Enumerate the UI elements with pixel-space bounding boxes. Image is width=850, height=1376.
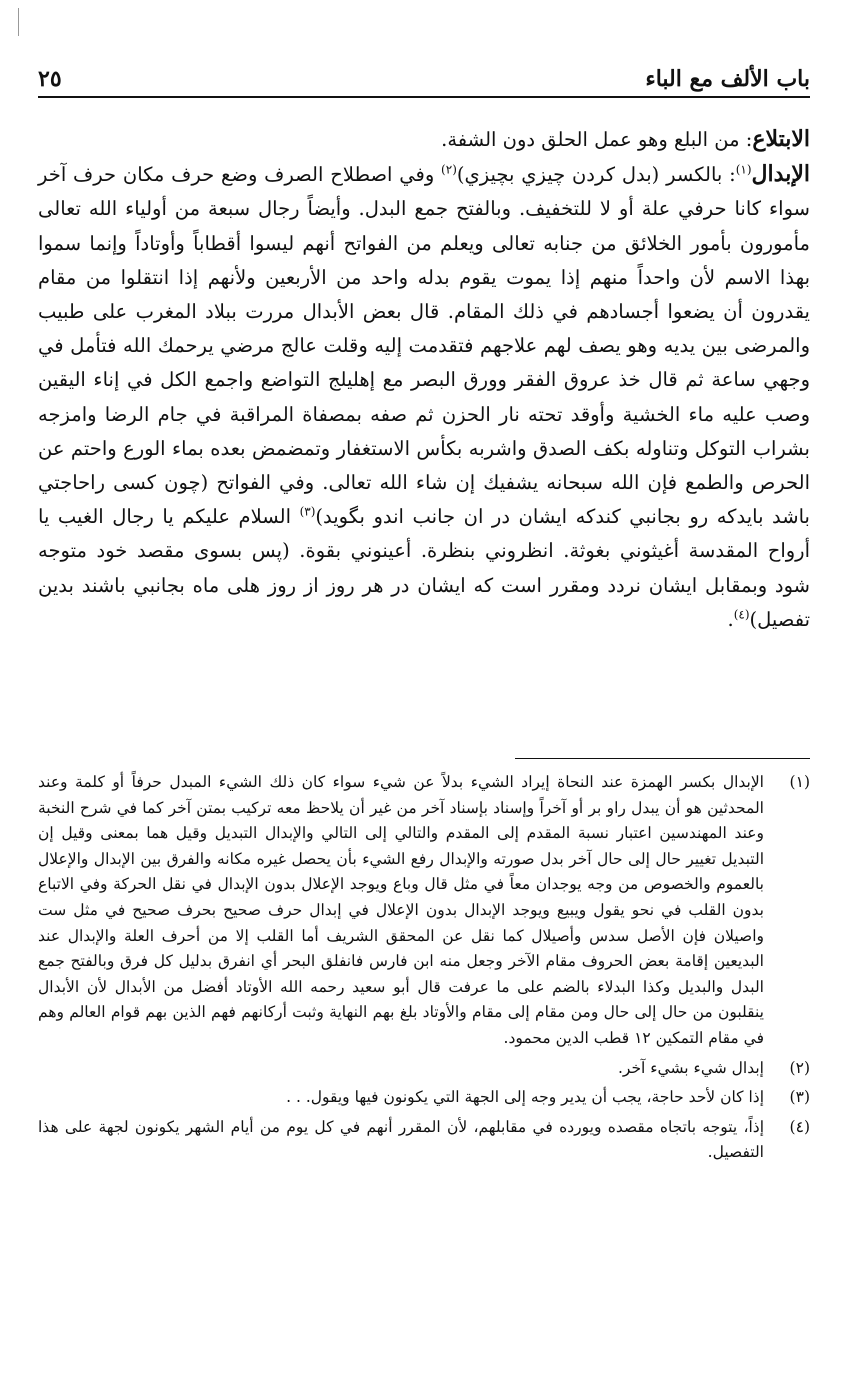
footnote-text: إبدال شيء بشيء آخر.: [617, 1058, 764, 1077]
page-number: ٢٥: [38, 66, 62, 92]
footnote-number: (٤): [789, 1117, 810, 1136]
footnote-ref: (١): [735, 162, 752, 177]
footnotes: [38, 770, 810, 1170]
header-rule: [38, 96, 810, 98]
footnote-ref: (٢): [441, 162, 457, 177]
footnote: [38, 770, 810, 1052]
running-head-title: باب الألف مع الباء: [645, 66, 810, 92]
footnote: [38, 1115, 810, 1166]
footnote-text: الإبدال بكسر الهمزة عند النحاة إيراد الشيء بدلاً عن شيء سواء كان ذلك الشيء المبدل حرفاً أو كلمة وعند المحدثين هو أن يبدل راو بر أو آخراً وإسناد بإسناد آخر من غير أن يلاحظ معه تركيب بمتن آخر كما في شرح النخبة وعند المهندسين اعتبار نسبة المقدم إلى المقدم والتالي إلى التالي والإبدال التبديل وقيل هما بمعنى وقيل إن التبديل تغيير حال إلى حال آخر بدل صورته والإبدال رفع الشيء بأن يحصل غيره مكانه والفرق بين الإبدال والإعلال بالعموم والخصوص من وجه يوجدان معاً في مثل قال وباع ويوجد الإعلال بدون الإبدال في نقل الحركة وفي الاتباع بدون القلب في نحو يقول ويبيع ويوجد الإبدال بدون الإعلال في إبدال حرف صحيح بحرف صحيح في مثل ست واصيلان فإن الأصل سدس وأصيلال كما نقل عن المحقق الشريف أما القلب إلا من أحرف العلة والإبدال عند البديعين إقامة بعض الحروف مقام الآخر وجعل منه ابن فارس فانفلق البحر أي انفرق بدليل كل فرق وبالفتح جمع البدل والبديل وكذا البدلاء بالضم على ما عرفت قال أبو سعيد رحمه الله الأوتاد أفضل من الأبدال لأن الأبدال ينقلبون من حال إلى حال ومن مقام إلى مقام والأوتاد بلغ بهم النهاية وثبت أركانهم فهم الذين بهم قوام العالم وهم في مقام التمكين ١٢ قطب الدين محمود.: [38, 773, 764, 1047]
footnote-text: إذاً، يتوجه باتجاه مقصده ويورده في مقابلهم، لأن المقرر أنهم في كل يوم من أيام الشهر يكونون لجهة على هذا التفصيل.: [38, 1117, 764, 1162]
crop-mark: [18, 8, 19, 36]
entry-ibtila: [38, 122, 810, 157]
entry-text: من البلع وهو عمل الحلق دون الشفة.: [441, 128, 740, 151]
entry-text: السلام عليكم يا رجال الغيب يا أرواح المقدسة أغيثوني بغوثة. انظروني بنظرة. أعينوني بقوة. (پس بسوى مقصد خود متوجه شود وبمقابل ايشان نردد ومقرر است كه ايشان در هر روز از روز هلى ماه بجانبي باشند بدين تفصيل): [38, 505, 810, 631]
page-header: [38, 58, 810, 92]
footnote-number: (٣): [789, 1088, 810, 1107]
footnote-ref: (٣): [299, 504, 316, 519]
main-text: [38, 122, 810, 637]
footnote-text: إذا كان لأحد حاجة، يجب أن يدير وجه إلى الجهة التي يكونون فيها ويقول. . .: [286, 1088, 764, 1107]
entry-separator: :: [739, 128, 753, 151]
footnote: [38, 1056, 810, 1082]
entry-ibdal: [38, 157, 810, 637]
entry-text: : بالكسر (بدل كردن چيزي بچيزي): [456, 163, 736, 187]
entry-text: وفي اصطلاح الصرف وضع حرف مكان حرف آخر سواء كانا حرفي علة أو لا للتخفيف. وبالفتح جمع البدل. وأيضاً رجال سبعة من أولياء الله تعالى مأمورون بأمور الخلائق من جنابه تعالى ويعلم من الفواتح أنهم ليسوا أقطاباً وأوتاداً وإنما سموا بهذا الاسم لأن واحداً منهم إذا يموت يقوم بدله واحد من الأربعين ولأنهم إذا انتقلوا من مقام يقدرون أن يضعوا أجسادهم في ذلك المقام. قال بعض الأبدال مررت ببلاد المغرب على طبيب والمرضى بين يديه وهو يصف لهم علاجهم فتقدمت إليه وقلت عالج مرضي يرحمك الله فتأمل في وجهي ساعة ثم قال خذ عروق الفقر وورق البصر مع إهليلج التواضع واجمع الكل في إناء اليقين وصب عليه ماء الخشية وأوقد تحته نار الحزن ثم صفه بمصفاة المراقبة في جام الرضا وامزجه بشراب التوكل وتناوله بكف الصدق واشربه بكأس الاستغفار وتمضمض بعده بماء الورع واحتم عن الحرص والطمع فإن الله سبحانه يشفيك إن شاء الله تعالى. وفي الفواتح (چون كسى راحاجتي باشد بايدكه رو بجانبي كندكه ايشان در ان جانب اندو بگويد): [38, 163, 810, 529]
entry-text: .: [727, 607, 734, 631]
entry-headword: الإبدال: [751, 161, 810, 188]
footnote-ref: (٤): [733, 607, 750, 622]
footnote-number: (٢): [789, 1058, 810, 1077]
footnote: [38, 1085, 810, 1111]
entry-headword: الابتلاع: [752, 126, 810, 152]
footnote-separator: [515, 758, 810, 759]
footnote-number: (١): [789, 773, 810, 791]
